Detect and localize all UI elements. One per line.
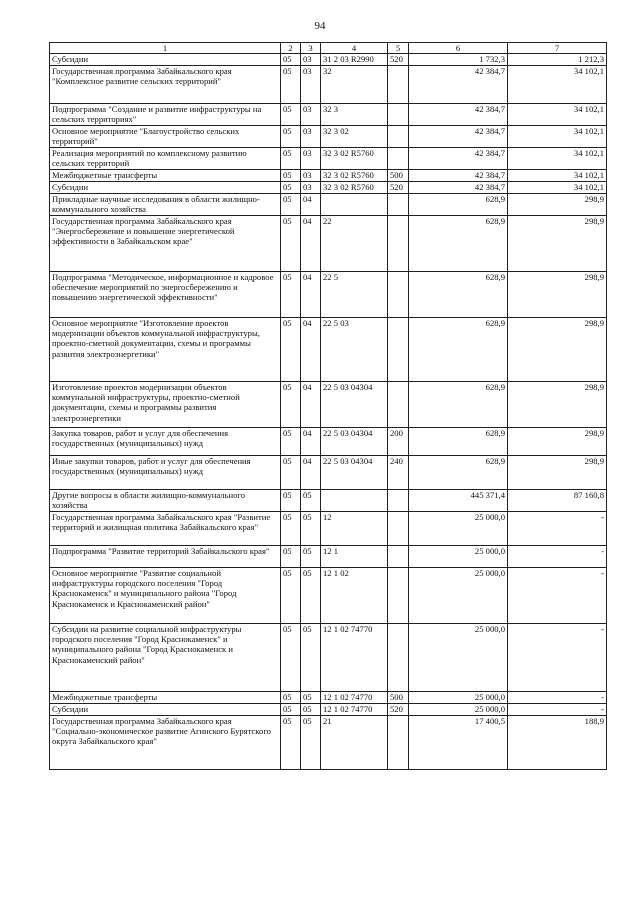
row-c3-cell: 04	[301, 382, 321, 428]
row-c5-cell: 520	[388, 704, 409, 716]
row-c2-cell: 05	[281, 318, 301, 382]
row-c2-cell: 05	[281, 546, 301, 568]
row-c4-cell: 32 3 02 R5760	[321, 170, 388, 182]
row-name-cell: Подпрограмма "Методическое, информационное и кадровое обеспечение мероприятий по энергосбережению и повышению энергетической эффективности"	[50, 272, 281, 318]
row-c6-cell: 628,9	[409, 272, 508, 318]
row-c7-cell: 34 102,1	[508, 126, 607, 148]
row-c7-cell: -	[508, 546, 607, 568]
row-c7-cell: 34 102,1	[508, 182, 607, 194]
row-c2-cell: 05	[281, 512, 301, 546]
row-c4-cell: 21	[321, 716, 388, 770]
row-c7-cell: -	[508, 704, 607, 716]
row-c3-cell: 05	[301, 716, 321, 770]
table-row	[50, 624, 607, 692]
table-row	[50, 66, 607, 104]
row-name-cell: Реализация мероприятий по комплексному развитию сельских территорий	[50, 148, 281, 170]
row-c6-cell: 25 000,0	[409, 512, 508, 546]
row-c2-cell: 05	[281, 568, 301, 624]
table-row	[50, 692, 607, 704]
row-c6-cell: 628,9	[409, 456, 508, 490]
budget-table	[49, 42, 607, 770]
row-c7-cell: 298,9	[508, 318, 607, 382]
row-c3-cell: 05	[301, 512, 321, 546]
row-c4-cell: 12 1 02 74770	[321, 704, 388, 716]
table-row	[50, 512, 607, 546]
column-header: 5	[388, 43, 409, 54]
table-row	[50, 428, 607, 456]
row-name-cell: Основное мероприятие "Благоустройство сельских территорий"	[50, 126, 281, 148]
row-c6-cell: 25 000,0	[409, 692, 508, 704]
row-c6-cell: 25 000,0	[409, 546, 508, 568]
row-c2-cell: 05	[281, 382, 301, 428]
row-c6-cell: 42 384,7	[409, 126, 508, 148]
row-c5-cell: 240	[388, 456, 409, 490]
row-c3-cell: 05	[301, 568, 321, 624]
row-c2-cell: 05	[281, 716, 301, 770]
table-row	[50, 148, 607, 170]
row-c5-cell	[388, 318, 409, 382]
row-c5-cell: 500	[388, 692, 409, 704]
row-name-cell: Подпрограмма "Развитие территорий Забайкальского края"	[50, 546, 281, 568]
row-c3-cell: 03	[301, 148, 321, 170]
row-c3-cell: 03	[301, 182, 321, 194]
row-c7-cell: 34 102,1	[508, 104, 607, 126]
table-row	[50, 272, 607, 318]
row-c7-cell: -	[508, 692, 607, 704]
row-name-cell: Межбюджетные трансферты	[50, 692, 281, 704]
table-row	[50, 382, 607, 428]
row-c2-cell: 05	[281, 148, 301, 170]
row-c4-cell: 12 1 02 74770	[321, 692, 388, 704]
row-c2-cell: 05	[281, 456, 301, 490]
column-header: 4	[321, 43, 388, 54]
table-header-row	[50, 43, 607, 54]
row-c2-cell: 05	[281, 490, 301, 512]
row-name-cell: Субсидии	[50, 182, 281, 194]
row-name-cell: Прикладные научные исследования в области жилищно-коммунального хозяйства	[50, 194, 281, 216]
row-c6-cell: 628,9	[409, 382, 508, 428]
row-c2-cell: 05	[281, 54, 301, 66]
table-row	[50, 490, 607, 512]
row-c5-cell	[388, 546, 409, 568]
row-c2-cell: 05	[281, 194, 301, 216]
row-c5-cell	[388, 148, 409, 170]
row-c4-cell: 12 1 02 74770	[321, 624, 388, 692]
row-c4-cell	[321, 194, 388, 216]
row-c6-cell: 42 384,7	[409, 104, 508, 126]
row-c6-cell: 628,9	[409, 194, 508, 216]
row-c2-cell: 05	[281, 272, 301, 318]
row-c5-cell	[388, 382, 409, 428]
row-c5-cell: 500	[388, 170, 409, 182]
row-name-cell: Государственная программа Забайкальского края "Социально-экономическое развитие Агинского Бурятского округа Забайкальского края"	[50, 716, 281, 770]
row-c3-cell: 04	[301, 456, 321, 490]
row-c3-cell: 05	[301, 490, 321, 512]
row-c3-cell: 04	[301, 194, 321, 216]
row-c2-cell: 05	[281, 428, 301, 456]
column-header: 1	[50, 43, 281, 54]
row-c4-cell: 12 1 02	[321, 568, 388, 624]
row-name-cell: Подпрограмма "Создание и развитие инфраструктуры на сельских территориях"	[50, 104, 281, 126]
row-name-cell: Другие вопросы в области жилищно-коммунального хозяйства	[50, 490, 281, 512]
row-c4-cell: 22 5 03 04304	[321, 428, 388, 456]
row-c4-cell: 22 5 03 04304	[321, 456, 388, 490]
row-c7-cell: 34 102,1	[508, 170, 607, 182]
row-c5-cell	[388, 568, 409, 624]
row-c4-cell: 32	[321, 66, 388, 104]
row-name-cell: Субсидии на развитие социальной инфраструктуры городского поселения "Город Краснокаменск" и муниципального района "Город Краснокаменск и Краснокаменский район"	[50, 624, 281, 692]
row-c3-cell: 03	[301, 54, 321, 66]
column-header: 6	[409, 43, 508, 54]
row-c6-cell: 25 000,0	[409, 624, 508, 692]
row-c5-cell	[388, 716, 409, 770]
table-row	[50, 318, 607, 382]
row-c5-cell: 200	[388, 428, 409, 456]
row-c5-cell	[388, 272, 409, 318]
row-c4-cell: 32 3 02	[321, 126, 388, 148]
table-row	[50, 54, 607, 66]
row-name-cell: Основное мероприятие "Развитие социальной инфраструктуры городского поселения "Город Краснокаменск" и муниципального района "Город Краснокаменск и Краснокаменский район"	[50, 568, 281, 624]
row-name-cell: Субсидии	[50, 704, 281, 716]
row-c6-cell: 42 384,7	[409, 182, 508, 194]
row-name-cell: Закупка товаров, работ и услуг для обеспечения государственных (муниципальных) нужд	[50, 428, 281, 456]
row-c6-cell: 42 384,7	[409, 66, 508, 104]
row-c6-cell: 17 400,5	[409, 716, 508, 770]
row-c7-cell: 298,9	[508, 382, 607, 428]
row-c3-cell: 03	[301, 66, 321, 104]
column-header: 7	[508, 43, 607, 54]
row-c5-cell: 520	[388, 54, 409, 66]
row-c3-cell: 03	[301, 104, 321, 126]
row-c2-cell: 05	[281, 104, 301, 126]
row-c6-cell: 1 732,3	[409, 54, 508, 66]
row-c5-cell	[388, 512, 409, 546]
row-c7-cell: 298,9	[508, 272, 607, 318]
row-c7-cell: -	[508, 624, 607, 692]
row-c6-cell: 628,9	[409, 428, 508, 456]
row-c5-cell	[388, 216, 409, 272]
row-c4-cell: 12	[321, 512, 388, 546]
row-c7-cell: 1 212,3	[508, 54, 607, 66]
row-c5-cell	[388, 126, 409, 148]
table-row	[50, 126, 607, 148]
page-number: 94	[314, 20, 326, 32]
row-c7-cell: 298,9	[508, 194, 607, 216]
row-c7-cell: 34 102,1	[508, 66, 607, 104]
row-c2-cell: 05	[281, 170, 301, 182]
row-c2-cell: 05	[281, 692, 301, 704]
row-c7-cell: 298,9	[508, 428, 607, 456]
row-c3-cell: 05	[301, 692, 321, 704]
row-c3-cell: 05	[301, 546, 321, 568]
row-c4-cell: 22 5 03 04304	[321, 382, 388, 428]
row-c7-cell: -	[508, 512, 607, 546]
row-c5-cell	[388, 490, 409, 512]
row-name-cell: Основное мероприятие "Изготовление проектов модернизации объектов коммунальной инфраструктуры, проектно-сметной документации, схемы и программы развития электроэнергетики"	[50, 318, 281, 382]
row-c5-cell: 520	[388, 182, 409, 194]
row-c3-cell: 05	[301, 624, 321, 692]
row-c7-cell: -	[508, 568, 607, 624]
row-c3-cell: 03	[301, 170, 321, 182]
row-c2-cell: 05	[281, 126, 301, 148]
row-c7-cell: 298,9	[508, 216, 607, 272]
row-name-cell: Иные закупки товаров, работ и услуг для обеспечения государственных (муниципальных) нужд	[50, 456, 281, 490]
row-c4-cell: 12 1	[321, 546, 388, 568]
row-c4-cell: 32 3 02 R5760	[321, 182, 388, 194]
row-c3-cell: 04	[301, 272, 321, 318]
row-c6-cell: 42 384,7	[409, 148, 508, 170]
row-c6-cell: 628,9	[409, 318, 508, 382]
row-name-cell: Государственная программа Забайкальского края "Развитие территорий и жилищная политика Забайкальского края"	[50, 512, 281, 546]
table-row	[50, 194, 607, 216]
row-c6-cell: 628,9	[409, 216, 508, 272]
row-c3-cell: 05	[301, 704, 321, 716]
row-name-cell: Субсидии	[50, 54, 281, 66]
row-c3-cell: 04	[301, 318, 321, 382]
row-c5-cell	[388, 66, 409, 104]
row-name-cell: Государственная программа Забайкальского края "Комплексное развитие сельских территорий"	[50, 66, 281, 104]
row-c4-cell: 32 3	[321, 104, 388, 126]
row-c4-cell: 22 5 03	[321, 318, 388, 382]
row-c2-cell: 05	[281, 704, 301, 716]
row-c6-cell: 25 000,0	[409, 568, 508, 624]
row-c7-cell: 298,9	[508, 456, 607, 490]
row-c3-cell: 04	[301, 428, 321, 456]
table-row	[50, 716, 607, 770]
row-c5-cell	[388, 624, 409, 692]
table-row	[50, 568, 607, 624]
row-c6-cell: 25 000,0	[409, 704, 508, 716]
row-c7-cell: 34 102,1	[508, 148, 607, 170]
row-c4-cell: 32 3 02 R5760	[321, 148, 388, 170]
row-c6-cell: 42 384,7	[409, 170, 508, 182]
row-c2-cell: 05	[281, 216, 301, 272]
row-c4-cell	[321, 490, 388, 512]
row-c2-cell: 05	[281, 624, 301, 692]
row-name-cell: Изготовление проектов модернизации объектов коммунальной инфраструктуры, проектно-сметной документации, схемы и программы развития электроэнергетики	[50, 382, 281, 428]
table-row	[50, 182, 607, 194]
row-c2-cell: 05	[281, 66, 301, 104]
row-c6-cell: 445 371,4	[409, 490, 508, 512]
table-row	[50, 216, 607, 272]
row-name-cell: Государственная программа Забайкальского края "Энергосбережение и повышение энергетической эффективности в Забайкальском крае"	[50, 216, 281, 272]
row-c3-cell: 04	[301, 216, 321, 272]
row-c5-cell	[388, 194, 409, 216]
column-header: 2	[281, 43, 301, 54]
row-c2-cell: 05	[281, 182, 301, 194]
row-c3-cell: 03	[301, 126, 321, 148]
table-row	[50, 456, 607, 490]
table-row	[50, 704, 607, 716]
row-c4-cell: 31 2 03 R2990	[321, 54, 388, 66]
table-row	[50, 546, 607, 568]
row-c7-cell: 87 160,8	[508, 490, 607, 512]
row-c4-cell: 22	[321, 216, 388, 272]
row-c7-cell: 188,9	[508, 716, 607, 770]
row-c4-cell: 22 5	[321, 272, 388, 318]
table-row	[50, 104, 607, 126]
row-c5-cell	[388, 104, 409, 126]
row-name-cell: Межбюджетные трансферты	[50, 170, 281, 182]
table-row	[50, 170, 607, 182]
column-header: 3	[301, 43, 321, 54]
